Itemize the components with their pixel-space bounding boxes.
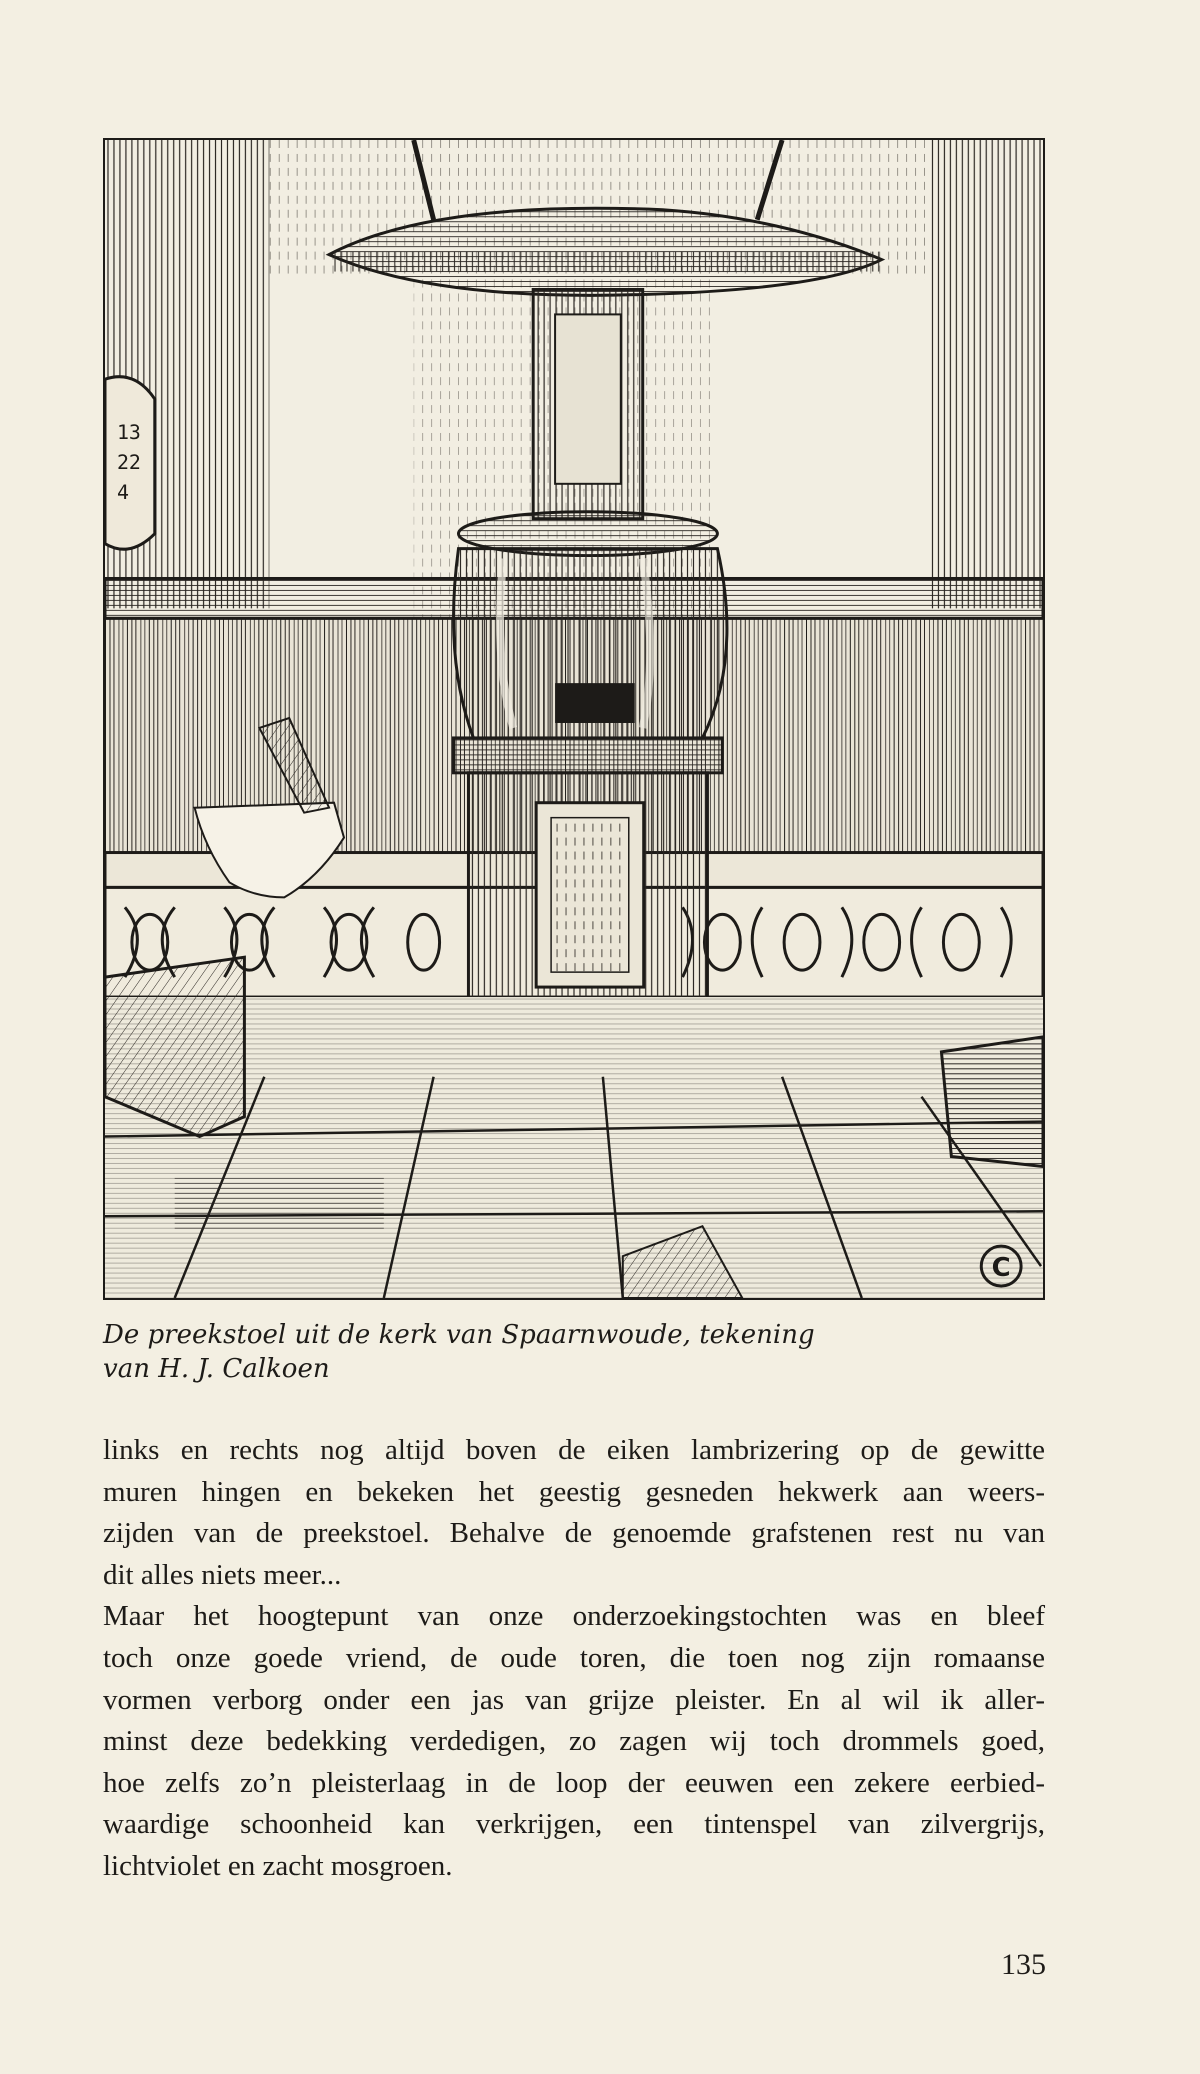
text-line: lichtviolet en zacht mosgroen. <box>103 1849 453 1882</box>
text-line: links en rechts nog altijd boven de eiken lambrizering op de gewitte <box>103 1434 1045 1466</box>
artist-signature: C <box>991 1253 1011 1284</box>
caption-line: De preekstoel uit de kerk van Spaarnwoude, tekening <box>103 1320 815 1350</box>
tablet-number-1: 13 <box>116 420 141 444</box>
pulpit-illustration <box>103 138 1045 1300</box>
body-text <box>103 1430 1045 1888</box>
paragraph <box>103 1596 1045 1887</box>
text-line: vormen verborg onder een jas van grijze pleister. En al wil ik aller- <box>103 1683 1045 1716</box>
caption-line: van H. J. Calkoen <box>103 1354 330 1384</box>
text-line: Maar het hoogtepunt van onze onderzoekingstochten was en bleef <box>103 1600 1045 1633</box>
text-line: dit alles niets meer... <box>103 1558 342 1591</box>
paragraph <box>103 1430 1045 1596</box>
text-line: toch onze goede vriend, de oude toren, die toen nog zijn romaanse <box>103 1641 1045 1674</box>
text-line: muren hingen en bekeken het geestig gesneden hekwerk aan weers- <box>103 1475 1045 1508</box>
pulpit-drawing-image <box>105 140 1043 1298</box>
tablet-number-3: 4 <box>116 480 129 504</box>
text-line: zijden van de preekstoel. Behalve de genoemde grafstenen rest nu van <box>103 1517 1045 1550</box>
illustration-caption <box>103 1318 1003 1386</box>
tablet-number-2: 22 <box>116 450 141 474</box>
text-line: minst deze bedekking verdedigen, zo zagen wij toch drommels goed, <box>103 1725 1045 1758</box>
text-line: waardige schoonheid kan verkrijgen, een tintenspel van zilvergrijs, <box>103 1808 1045 1841</box>
page-number: 135 <box>1001 1948 1046 1981</box>
text-line: hoe zelfs zo’n pleisterlaag in de loop der eeuwen een zekere eerbied- <box>103 1766 1045 1799</box>
